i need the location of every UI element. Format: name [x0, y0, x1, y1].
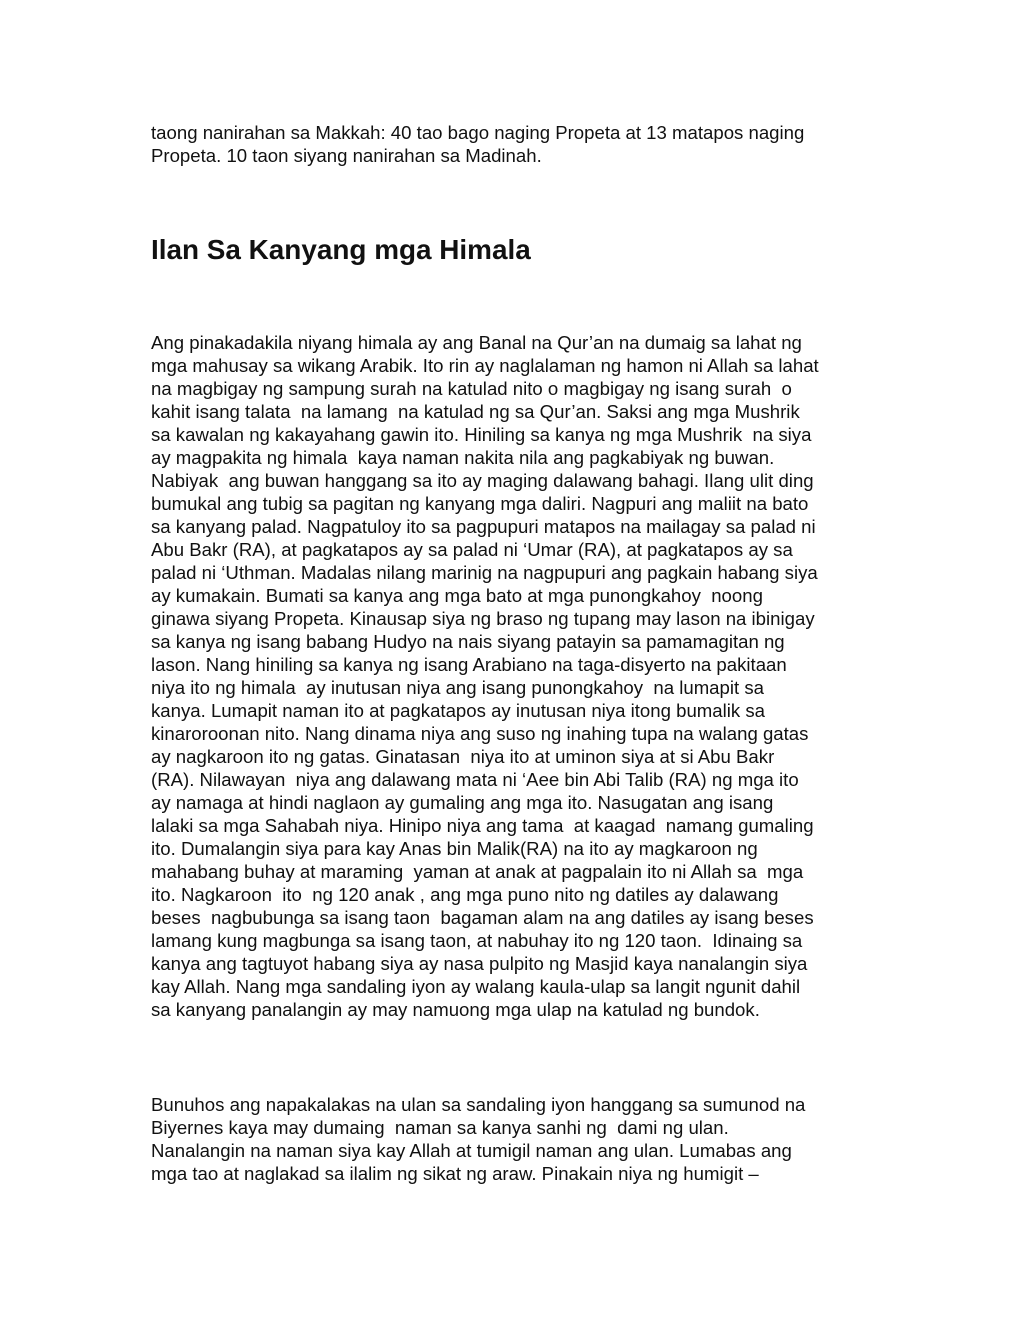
paragraph-line: ito. Dumalangin siya para kay Anas bin Malik(RA) na ito ay magkaroon ng — [151, 838, 758, 859]
paragraph-line: mahabang buhay at maraming yaman at anak at pagpalain ito ni Allah sa mga — [151, 861, 804, 882]
paragraph-line: ay kumakain. Bumati sa kanya ang mga bato at mga punongkahoy noong — [151, 585, 763, 606]
paragraph-line: niya ito ng himala ay inutusan niya ang isang punongkahoy na lumapit sa — [151, 677, 764, 698]
paragraph-line: sa kanya ng isang babang Hudyo na nais siyang patayin sa pamamagitan ng — [151, 631, 785, 652]
rain-paragraph — [151, 1093, 891, 1185]
section-heading — [151, 234, 891, 265]
paragraph-line: beses nagbubunga sa isang taon bagaman alam na ang datiles ay isang beses — [151, 907, 814, 928]
paragraph-line: kinaroroonan nito. Nang dinama niya ang suso ng inahing tupa na walang gatas — [151, 723, 809, 744]
paragraph-line: ay magpakita ng himala kaya naman nakita nila ang pagkabiyak ng buwan. — [151, 447, 775, 468]
paragraph-line: Ang pinakadakila niyang himala ay ang Banal na Qur’an na dumaig sa lahat ng — [151, 332, 802, 353]
paragraph-line: mga mahusay sa wikang Arabik. Ito rin ay naglalaman ng hamon ni Allah sa lahat — [151, 355, 819, 376]
paragraph-line: lamang kung magbunga sa isang taon, at nabuhay ito ng 120 taon. Idinaing sa — [151, 930, 803, 951]
paragraph-line: na magbigay ng sampung surah na katulad nito o magbigay ng isang surah o — [151, 378, 792, 399]
paragraph-line: Nanalangin na naman siya kay Allah at tumigil naman ang ulan. Lumabas ang — [151, 1140, 792, 1161]
paragraph-line: Biyernes kaya may dumaing naman sa kanya sanhi ng dami ng ulan. — [151, 1117, 729, 1138]
paragraph-line: Propeta. 10 taon siyang nanirahan sa Madinah. — [151, 145, 542, 166]
paragraph-line: ito. Nagkaroon ito ng 120 anak , ang mga puno nito ng datiles ay dalawang — [151, 884, 779, 905]
paragraph-line: sa kanyang palad. Nagpatuloy ito sa pagpupuri matapos na mailagay sa palad ni — [151, 516, 816, 537]
section-heading-text: Ilan Sa Kanyang mga Himala — [151, 234, 531, 265]
paragraph-line: kahit isang talata na lamang na katulad ng sa Qur’an. Saksi ang mga Mushrik — [151, 401, 800, 422]
paragraph-line: sa kawalan ng kakayahang gawin ito. Hiniling sa kanya ng mga Mushrik na siya — [151, 424, 812, 445]
paragraph-line: lason. Nang hiniling sa kanya ng isang Arabiano na taga-disyerto na pakitaan — [151, 654, 787, 675]
paragraph-line: lalaki sa mga Sahabah niya. Hinipo niya ang tama at kaagad namang gumaling — [151, 815, 814, 836]
paragraph-line: ay namaga at hindi naglaon ay gumaling ang mga ito. Nasugatan ang isang — [151, 792, 774, 813]
paragraph-line: Nabiyak ang buwan hanggang sa ito ay maging dalawang bahagi. Ilang ulit ding — [151, 470, 814, 491]
paragraph-line: mga tao at naglakad sa ilalim ng sikat ng araw. Pinakain niya ng humigit – — [151, 1163, 759, 1184]
intro-paragraph — [151, 121, 891, 167]
paragraph-line: ay nagkaroon ito ng gatas. Ginatasan niya ito at uminon siya at si Abu Bakr — [151, 746, 775, 767]
paragraph-line: Bunuhos ang napakalakas na ulan sa sandaling iyon hanggang sa sumunod na — [151, 1094, 806, 1115]
paragraph-line: ginawa siyang Propeta. Kinausap siya ng braso ng tupang may lason na ibinigay — [151, 608, 815, 629]
paragraph-line: (RA). Nilawayan niya ang dalawang mata ni ‘Aee bin Abi Talib (RA) ng mga ito — [151, 769, 799, 790]
paragraph-line: kanya ang tagtuyot habang siya ay nasa pulpito ng Masjid kaya nanalangin siya — [151, 953, 808, 974]
paragraph-line: Abu Bakr (RA), at pagkatapos ay sa palad ni ‘Umar (RA), at pagkatapos ay sa — [151, 539, 793, 560]
miracles-paragraph — [151, 331, 891, 1021]
paragraph-line: palad ni ‘Uthman. Madalas nilang marinig na nagpupuri ang pagkain habang siya — [151, 562, 818, 583]
paragraph-line: bumukal ang tubig sa pagitan ng kanyang mga daliri. Nagpuri ang maliit na bato — [151, 493, 809, 514]
paragraph-line: kanya. Lumapit naman ito at pagkatapos ay inutusan niya itong bumalik sa — [151, 700, 765, 721]
paragraph-line: kay Allah. Nang mga sandaling iyon ay walang kaula-ulap sa langit ngunit dahil — [151, 976, 801, 997]
paragraph-line: sa kanyang panalangin ay may namuong mga ulap na katulad ng bundok. — [151, 999, 760, 1020]
paragraph-line: taong nanirahan sa Makkah: 40 tao bago naging Propeta at 13 matapos naging — [151, 122, 805, 143]
